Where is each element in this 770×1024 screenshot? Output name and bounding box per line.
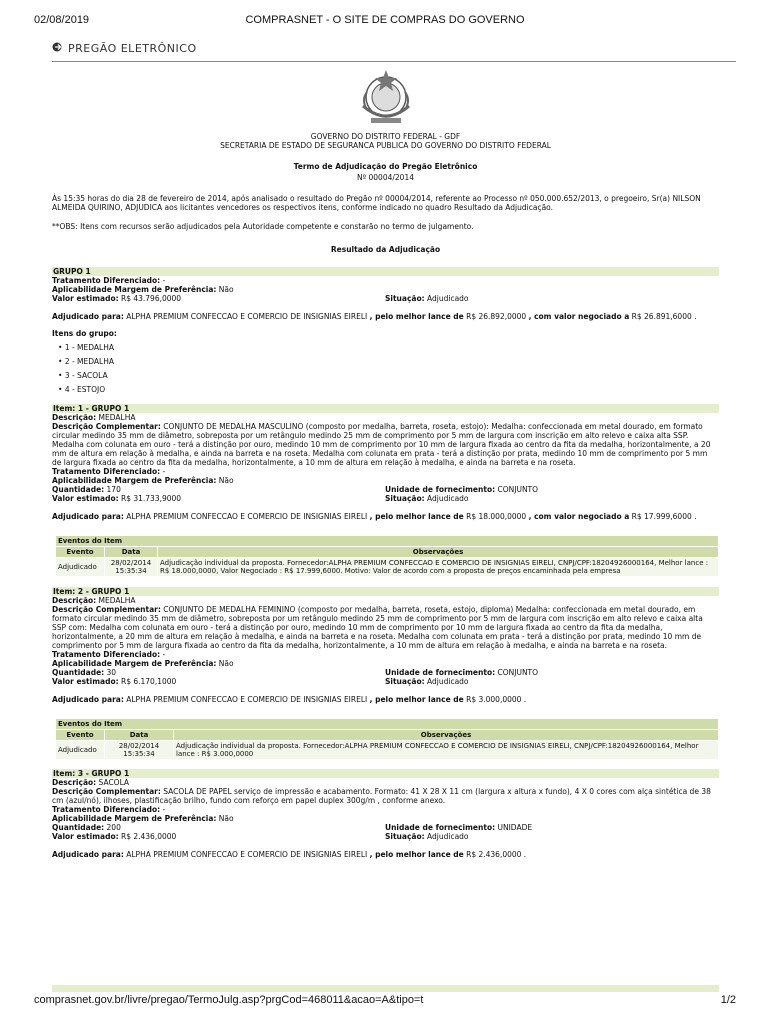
print-date: 02/08/2019 — [34, 14, 90, 26]
event-obs: Adjudicação individual da proposta. Fornecedor:ALPHA PREMIUM CONFECCAO E COMERCIO DE INSIGNIAS EIRELI, CNPJ/CPF:18204926000164, Melhor lance : R$ 3.000,0000 — [174, 741, 719, 760]
col-evento: Evento — [56, 730, 105, 741]
label: Adjudicado para: — [52, 512, 124, 521]
value: 200 — [104, 823, 121, 832]
item-label: 4 - ESTOJO — [64, 385, 106, 394]
item-title: Item: 3 - GRUPO 1 — [52, 769, 719, 778]
label: Valor estimado: — [52, 677, 119, 686]
value: Não — [216, 659, 234, 668]
item-title: Item: 1 - GRUPO 1 — [52, 404, 719, 413]
label: Situação: — [385, 677, 425, 686]
value: Adjudicado — [424, 677, 469, 686]
date: 28/02/2014 — [118, 742, 160, 750]
company: ALPHA PREMIUM CONFECCAO E COMERCIO DE INSIGNIAS EIRELI — [123, 312, 368, 321]
label: Adjudicado para: — [52, 850, 124, 859]
value: R$ 2.436,0000 . — [463, 850, 527, 859]
value: MEDALHA — [96, 413, 136, 422]
label: Tratamento Diferenciado: — [52, 650, 161, 659]
value: R$ 26.891,6000 . — [629, 312, 697, 321]
event-obs: Adjudicação individual da proposta. Fornecedor:ALPHA PREMIUM CONFECCAO E COMERCIO DE INSIGNIAS EIRELI, CNPJ/CPF:18204926000164, Melhor lance : R$ 18.000,0000, Valor Negociado : R$ 17.999,6000. Motivo: Valor de acordo com a proposta de preços encaminhada pela empresa — [158, 558, 719, 577]
group-title: GRUPO 1 — [52, 267, 719, 276]
label: Aplicabilidade Margem de Preferência: — [52, 285, 217, 294]
label: Valor estimado: — [52, 832, 119, 841]
event-type: Adjudicado — [56, 558, 105, 577]
label: Descrição Complementar: — [52, 605, 161, 614]
date: 28/02/2014 — [110, 559, 152, 567]
value: R$ 6.170,1000 — [118, 677, 177, 686]
label: Aplicabilidade Margem de Preferência: — [52, 814, 217, 823]
table-row — [56, 741, 719, 760]
company: ALPHA PREMIUM CONFECCAO E COMERCIO DE INSIGNIAS EIRELI — [123, 695, 368, 704]
value: Adjudicado — [424, 294, 469, 303]
divider — [52, 61, 736, 62]
label: Tratamento Diferenciado: — [52, 467, 161, 476]
label: Valor estimado: — [52, 494, 119, 503]
label: , com valor negociado a — [528, 312, 630, 321]
col-observacoes: Observações — [174, 730, 719, 741]
pregao-logo — [52, 42, 197, 55]
label: Quantidade: — [52, 823, 105, 832]
label: Situação: — [385, 494, 425, 503]
value: UNIDADE — [495, 823, 533, 832]
value: CONJUNTO — [495, 668, 539, 677]
label: , pelo melhor lance de — [369, 512, 464, 521]
col-observacoes: Observações — [158, 547, 719, 558]
value: R$ 18.000,0000 — [463, 512, 527, 521]
item-adjudication — [52, 850, 719, 859]
value: - — [160, 276, 166, 285]
value: Adjudicado — [424, 832, 469, 841]
item-adjudication — [52, 695, 719, 704]
print-title: COMPRASNET - O SITE DE COMPRAS DO GOVERNO — [245, 14, 525, 26]
group-items-list — [58, 343, 719, 394]
value: Não — [216, 814, 234, 823]
label: Valor estimado: — [52, 294, 119, 303]
obs-paragraph: **OBS: Itens com recursos serão adjudicados pela Autoridade competente e constarão no termo de julgamento. — [52, 222, 474, 231]
value: SACOLA — [96, 778, 130, 787]
item-label: 1 - MEDALHA — [64, 343, 114, 352]
col-evento: Evento — [56, 547, 105, 558]
term-title: Termo de Adjudicação do Pregão Eletrônico — [293, 162, 478, 171]
coat-of-arms-icon — [355, 66, 417, 128]
result-title: Resultado da Adjudicação — [330, 245, 441, 254]
list-item: • 1 - MEDALHA — [58, 343, 114, 352]
value: Não — [216, 476, 234, 485]
term-number: Nº 00004/2014 — [356, 173, 414, 182]
time: 15:35:34 — [115, 567, 147, 575]
col-data: Data — [105, 730, 174, 741]
label: Descrição: — [52, 413, 97, 422]
label: Unidade de fornecimento: — [385, 485, 496, 494]
value: Não — [216, 285, 234, 294]
item-section — [52, 404, 719, 577]
document-body — [52, 66, 719, 859]
label: Unidade de fornecimento: — [385, 823, 496, 832]
item-section — [52, 769, 719, 859]
value: R$ 2.436,0000 — [118, 832, 177, 841]
company: ALPHA PREMIUM CONFECCAO E COMERCIO DE INSIGNIAS EIRELI — [123, 512, 368, 521]
value: - — [160, 467, 166, 476]
page-number: 1/2 — [720, 994, 736, 1006]
label: Adjudicado para: — [52, 312, 124, 321]
company: ALPHA PREMIUM CONFECCAO E COMERCIO DE INSIGNIAS EIRELI — [123, 850, 368, 859]
value: Adjudicado — [424, 494, 469, 503]
logo-text: PREGÃO ELETRÔNICO — [68, 42, 197, 55]
page-url: comprasnet.gov.br/livre/pregao/TermoJulg.asp?prgCod=468011&acao=A&tipo=t — [34, 994, 424, 1006]
value: - — [160, 650, 166, 659]
item-adjudication — [52, 512, 719, 521]
item-section — [52, 587, 719, 760]
value: SACOLA DE PAPEL serviço de impressão e acabamento. Formato: 41 X 28 X 11 cm (largura x altura x fundo), 4 X 0 cores com alça sintética de 38 cm (azul/nó), ilhoses, plastificação brilho, fundo com reforço em papel duplex 300g/m , conforme anexo. — [52, 787, 711, 805]
value: R$ 26.892,0000 — [463, 312, 527, 321]
events-table — [55, 535, 719, 577]
event-date — [105, 741, 174, 760]
value: 170 — [104, 485, 121, 494]
label: , pelo melhor lance de — [369, 850, 464, 859]
group-section — [52, 267, 719, 394]
events-table — [55, 718, 719, 760]
label: Quantidade: — [52, 485, 105, 494]
item-label: 3 - SACOLA — [64, 371, 108, 380]
arrow-icon — [52, 42, 64, 55]
label: Descrição Complementar: — [52, 422, 161, 431]
item-title: Item: 2 - GRUPO 1 — [52, 587, 719, 596]
label: Aplicabilidade Margem de Preferência: — [52, 476, 217, 485]
value: MEDALHA — [96, 596, 136, 605]
events-title: Eventos do Item — [56, 536, 719, 547]
value: CONJUNTO DE MEDALHA FEMININO (composto por medalha, barreta, roseta, estojo, diploma) Medalha: confeccionada em metal dourado, em formato circular medindo 35 mm de diâmetro, sobreposta por um retângulo medindo 25 mm de comprimento por 5 mm de largura com inscrição em alto relevo e caixa alta SSP com: Medalha com colunata em ouro - terá a distinção por ouro, medindo 10 mm de comprimento por 10 mm de largura fixada ao centro da fita da medalha, horizontalmente, a 20 mm de altura em relação à medalha, e ainda na barreta e na roseta. Medalha com colunata em prata - terá a distinção por prata, medindo 10 mm de comprimento por 5 mm de largura fixada ao centro da fita da medalha, horizontalmente, a 10 mm de altura em relação à medalha, e ainda na barreta e na roseta. — [52, 605, 703, 650]
label: Aplicabilidade Margem de Preferência: — [52, 659, 217, 668]
value: - — [160, 805, 166, 814]
value: R$ 3.000,0000 . — [463, 695, 527, 704]
value: 30 — [104, 668, 117, 677]
label: , com valor negociado a — [528, 512, 630, 521]
label: Quantidade: — [52, 668, 105, 677]
value: CONJUNTO — [495, 485, 539, 494]
gov-line-1: GOVERNO DO DISTRITO FEDERAL - GDF — [310, 132, 461, 141]
group-adjudication — [52, 312, 719, 321]
label: Unidade de fornecimento: — [385, 668, 496, 677]
label: , pelo melhor lance de — [369, 695, 464, 704]
value: R$ 43.796,0000 — [118, 294, 182, 303]
events-title: Eventos do Item — [56, 719, 719, 730]
label: Tratamento Diferenciado: — [52, 805, 161, 814]
time: 15:35:34 — [123, 750, 155, 758]
label: Descrição Complementar: — [52, 787, 161, 796]
label: Descrição: — [52, 778, 97, 787]
section-bar — [52, 985, 719, 992]
label: , pelo melhor lance de — [369, 312, 464, 321]
list-item: • 4 - ESTOJO — [58, 385, 106, 394]
value: CONJUNTO DE MEDALHA MASCULINO (composto por medalha, barreta, roseta, estojo): Medalha: confeccionada em metal dourado, em formato circular medindo 35 mm de diâmetro, sobreposta por um retângulo medindo 25 mm de comprimento por 5 mm de largura com inscrição em alto relevo e caixa alta SSP. Medalha com colunata em ouro - terá a distinção por ouro, medindo 10 mm de comprimento por 10 mm de largura fixada ao centro da fita da medalha, horizontalmente, a 20 mm de altura em relação à medalha, e ainda na barreta e na roseta. Medalha com colunata em prata - terá a distinção por prata, medindo 10 mm de comprimento por 5 mm de largura fixada ao centro da fita da medalha, horizontalmente, a 10 mm de altura em relação à medalha, e ainda na barreta e na roseta. — [52, 422, 711, 467]
item-label: 2 - MEDALHA — [64, 357, 114, 366]
label: Situação: — [385, 832, 425, 841]
table-row — [56, 558, 719, 577]
value: R$ 31.733,9000 — [118, 494, 182, 503]
event-date — [105, 558, 158, 577]
event-type: Adjudicado — [56, 741, 105, 760]
label: Adjudicado para: — [52, 695, 124, 704]
items-heading: Itens do grupo: — [52, 329, 117, 338]
col-data: Data — [105, 547, 158, 558]
gov-line-2: SECRETARIA DE ESTADO DE SEGURANCA PUBLICA DO GOVERNO DO DISTRITO FEDERAL — [220, 141, 551, 150]
label: Situação: — [385, 294, 425, 303]
label: Descrição: — [52, 596, 97, 605]
intro-paragraph: Às 15:35 horas do dia 28 de fevereiro de 2014, após analisado o resultado do Pregão nº 00004/2014, referente ao Processo nº 050.000.652/2013, o pregoeiro, Sr(a) NILSON ALMEIDA QUIRINO, ADJUDICA aos licitantes vencedores os respectivos itens, conforme indicado no quadro Resultado da Adjudicação. — [52, 194, 701, 212]
list-item: • 3 - SACOLA — [58, 371, 108, 380]
list-item: • 2 - MEDALHA — [58, 357, 114, 366]
value: R$ 17.999,6000 . — [629, 512, 697, 521]
label: Tratamento Diferenciado: — [52, 276, 161, 285]
